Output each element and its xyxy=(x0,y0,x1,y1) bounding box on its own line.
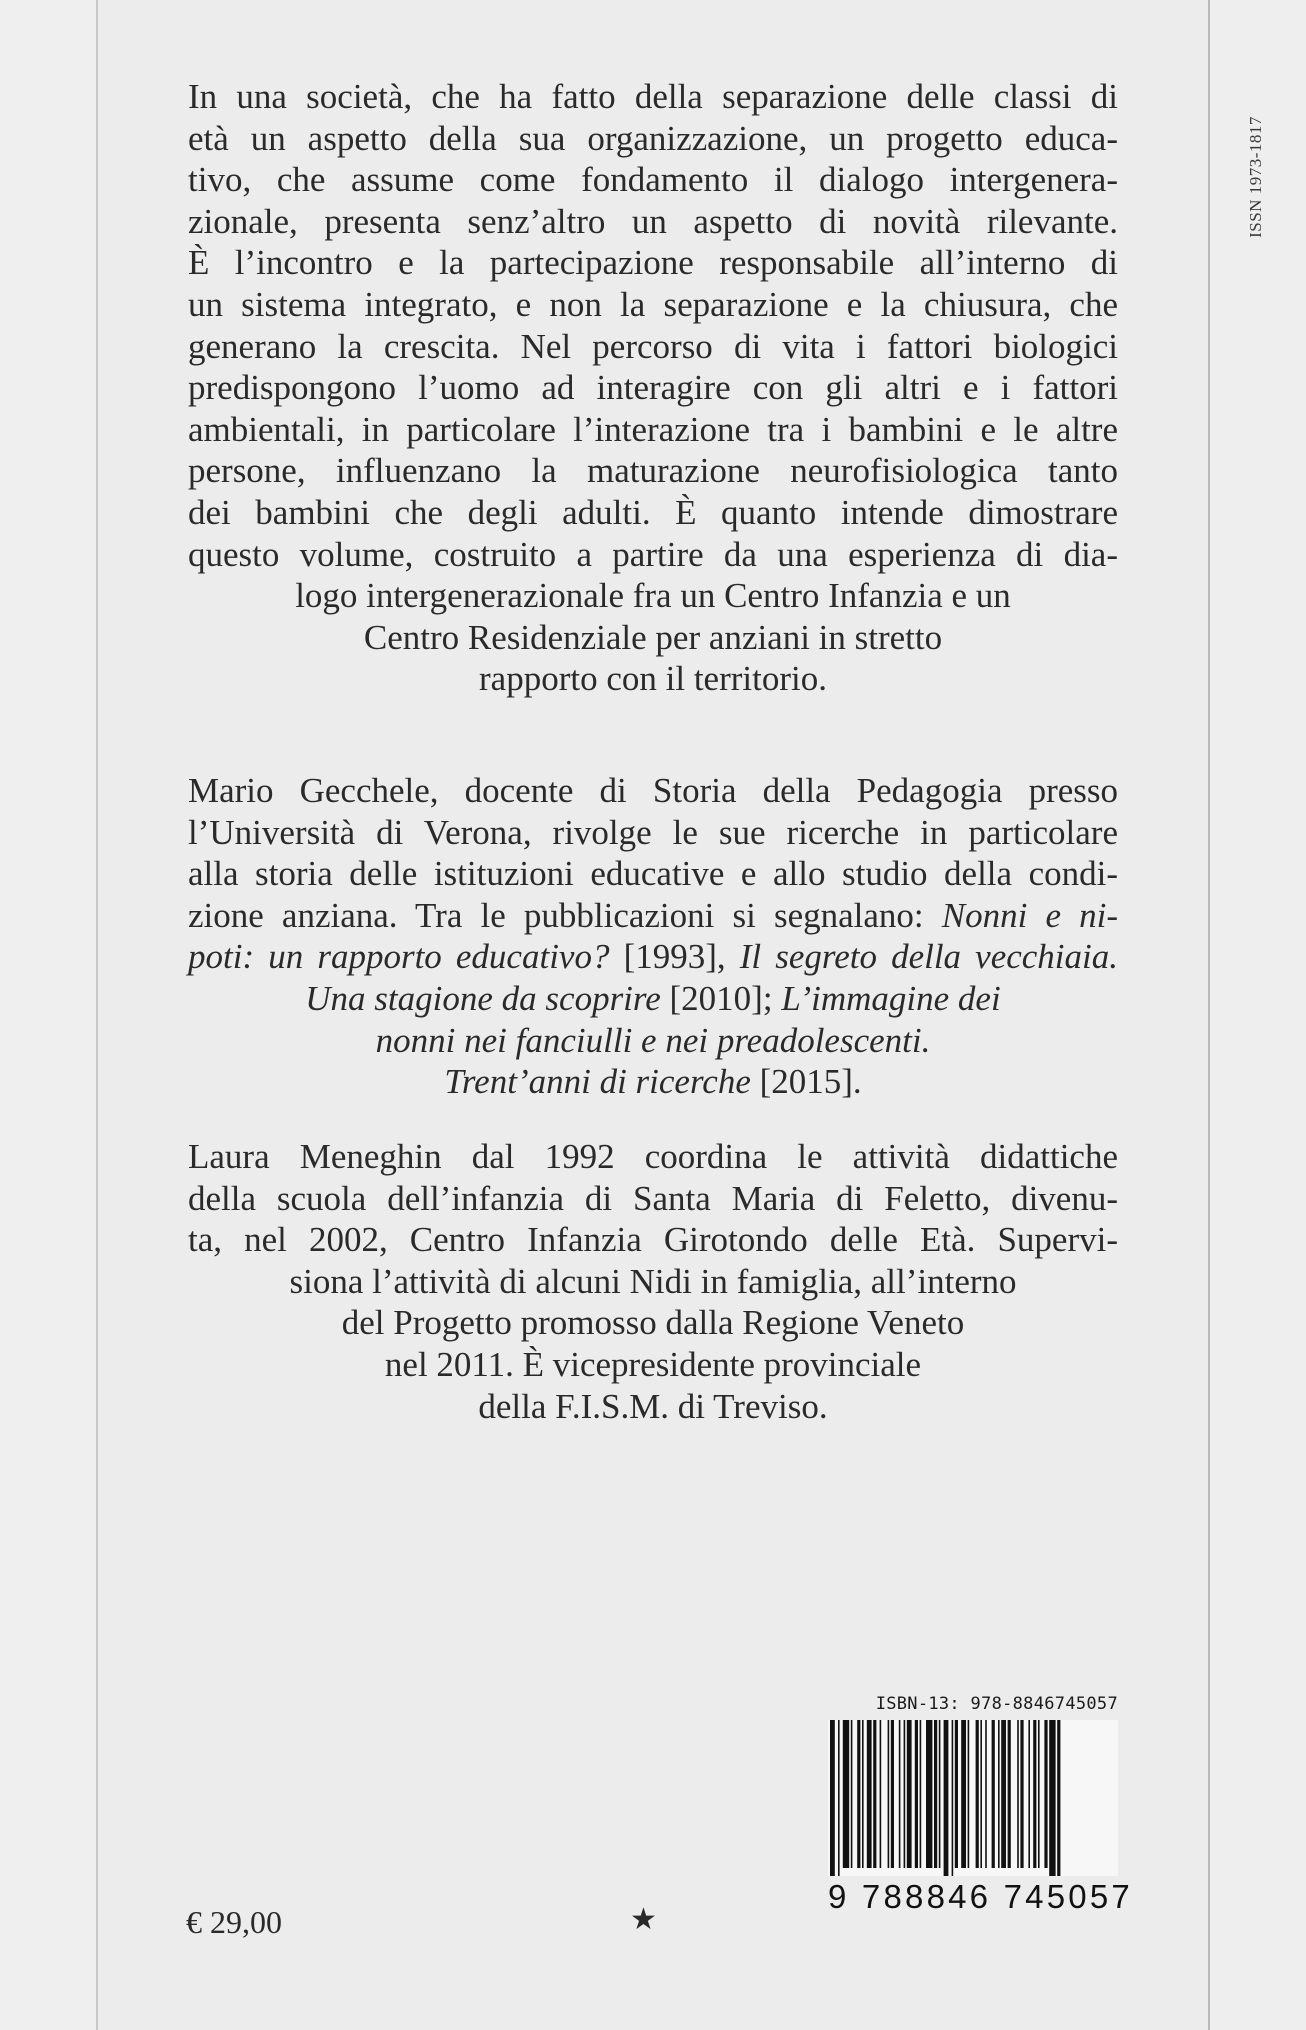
bio-line: l’Università di Verona, rivolge le sue ricerche in particolare xyxy=(188,812,1118,852)
barcode-bar xyxy=(1008,1720,1011,1868)
bio-line xyxy=(188,1020,1118,1062)
blurb-line: logo intergenerazionale fra un Centro Infanzia e un xyxy=(295,576,1011,616)
barcode-bar xyxy=(838,1720,840,1876)
bio-line: Mario Gecchele, docente di Storia della Pedagogia presso xyxy=(188,771,1118,810)
bio-line: Trent’anni di ricerche [2015]. xyxy=(444,1062,862,1102)
bio-line: Una stagione da scoprire [2010]; L’immagine dei xyxy=(305,978,1001,1018)
author-bio-meneghin xyxy=(188,1136,1118,1427)
book-title: Nonni e ni- xyxy=(941,895,1118,935)
barcode-bar xyxy=(880,1720,882,1868)
barcode-bar xyxy=(976,1720,979,1868)
blurb-line: questo volume, costruito a partire da una esperienza di dia- xyxy=(188,534,1118,574)
bio-line: Laura Meneghin dal 1992 coordina le attività didattiche xyxy=(188,1137,1118,1176)
isbn-label: ISBN-13: 978-8846745057 xyxy=(875,1694,1118,1714)
blurb-line: tivo, che assume come fondamento il dialogo intergenera- xyxy=(188,160,1118,200)
blurb-line: persone, influenzano la maturazione neurofisiologica tanto xyxy=(188,451,1118,491)
barcode-bar xyxy=(899,1720,901,1868)
barcode-bar xyxy=(1028,1720,1030,1868)
barcode-bar xyxy=(955,1720,958,1868)
barcode-bar xyxy=(968,1720,970,1868)
blurb-line: rapporto con il territorio. xyxy=(479,659,827,699)
blurb-line: zionale, presenta senz’altro un aspetto di novità rilevante. xyxy=(188,201,1118,241)
bio-line: della scuola dell’infanzia di Santa Maria di Feletto, divenu- xyxy=(188,1178,1118,1218)
bio-line: poti: un rapporto educativo? [1993], Il segreto della vecchiaia. xyxy=(188,937,1118,977)
barcode-bar xyxy=(944,1720,949,1876)
cover-left-edge xyxy=(0,0,98,2030)
book-spine xyxy=(1208,0,1306,2030)
barcode-bar xyxy=(1017,1720,1019,1868)
barcode-bar xyxy=(985,1720,987,1868)
barcode-bar xyxy=(1044,1720,1047,1868)
blurb-line: È l’incontro e la partecipazione responsabile all’interno di xyxy=(188,243,1118,283)
barcode-bar xyxy=(1057,1720,1060,1876)
author-bio-gecchele xyxy=(188,770,1118,1103)
blurb-line: età un aspetto della sua organizzazione, un progetto educa- xyxy=(188,118,1118,158)
barcode-bar xyxy=(830,1720,835,1876)
blurb-line: dei bambini che degli adulti. È quanto intende dimostrare xyxy=(188,492,1118,532)
barcode-bar xyxy=(1033,1720,1036,1868)
book-title: nonni nei fanciulli e nei preadolescenti. xyxy=(375,1020,931,1060)
barcode-bar xyxy=(961,1720,966,1868)
bio-line: zione anziana. Tra le pubblicazioni si segnalano: Nonni e ni- xyxy=(188,895,1118,935)
blurb-line: ambientali, in particolare l’interazione tra i bambini e le altre xyxy=(188,409,1118,449)
barcode-bar xyxy=(1038,1720,1040,1868)
bio-line: della F.I.S.M. di Treviso. xyxy=(478,1386,828,1426)
bio-line: alla storia delle istituzioni educative e allo studio della condi- xyxy=(188,854,1118,894)
blurb-line: generano la crescita. Nel percorso di vita i fattori biologici xyxy=(188,326,1118,366)
barcode-bar xyxy=(873,1720,876,1868)
book-title: poti: un rapporto educativo? xyxy=(188,937,610,977)
blurb-line: un sistema integrato, e non la separazione e la chiusura, che xyxy=(188,284,1118,324)
barcode-bar xyxy=(851,1720,853,1868)
barcode-bar xyxy=(920,1720,922,1868)
barcode-bars xyxy=(828,1720,1118,1876)
barcode-bar xyxy=(857,1720,860,1868)
price-label: € 29,00 xyxy=(186,1904,282,1940)
blurb-line: predispongono l’uomo ad interagire con gli altri e i fattori xyxy=(188,368,1118,408)
book-title: L’immagine dei xyxy=(781,978,1001,1018)
bio-line: nel 2011. È vicepresidente provinciale xyxy=(384,1344,922,1384)
barcode-bar xyxy=(1049,1720,1055,1876)
publisher-star-icon: ★ xyxy=(630,1903,657,1936)
barcode-bar xyxy=(926,1720,932,1868)
barcode-bar xyxy=(862,1720,864,1868)
blurb-paragraph xyxy=(188,76,1118,700)
barcode-bar xyxy=(843,1720,849,1868)
bio-line: siona l’attività di alcuni Nidi in famiglia, all’interno xyxy=(289,1261,1017,1301)
bio-line: ta, nel 2002, Centro Infanzia Girotondo delle Età. Supervi- xyxy=(188,1220,1118,1260)
barcode-bar xyxy=(998,1720,1000,1868)
barcode-bar xyxy=(907,1720,912,1868)
barcode-bar xyxy=(915,1720,918,1868)
barcode-bar xyxy=(939,1720,941,1868)
barcode-bar xyxy=(1020,1720,1023,1868)
barcode-bar xyxy=(952,1720,954,1876)
blurb-line: Centro Residenziale per anziani in stretto xyxy=(363,617,943,657)
barcode-bar xyxy=(867,1720,872,1868)
book-title: Trent’anni di ricerche xyxy=(444,1062,751,1102)
barcode-bar xyxy=(891,1720,894,1868)
book-title: Il segreto della vecchiaia. xyxy=(739,937,1118,977)
isbn-barcode xyxy=(828,1694,1133,1924)
book-title: Una stagione da scoprire xyxy=(305,978,661,1018)
barcode-bar xyxy=(888,1720,890,1868)
blurb-line: In una società, che ha fatto della separazione delle classi di xyxy=(188,77,1118,116)
barcode-bar xyxy=(934,1720,937,1868)
issn-label: ISSN 1973-1817 xyxy=(1246,116,1266,238)
barcode-bar xyxy=(980,1720,982,1868)
barcode-bar xyxy=(904,1720,906,1868)
barcode-bar xyxy=(992,1720,995,1868)
bio-line: del Progetto promosso dalla Regione Veneto xyxy=(341,1303,965,1343)
barcode-digits: 9 788846 745057 xyxy=(828,1878,1133,1915)
barcode-bar xyxy=(1001,1720,1006,1868)
